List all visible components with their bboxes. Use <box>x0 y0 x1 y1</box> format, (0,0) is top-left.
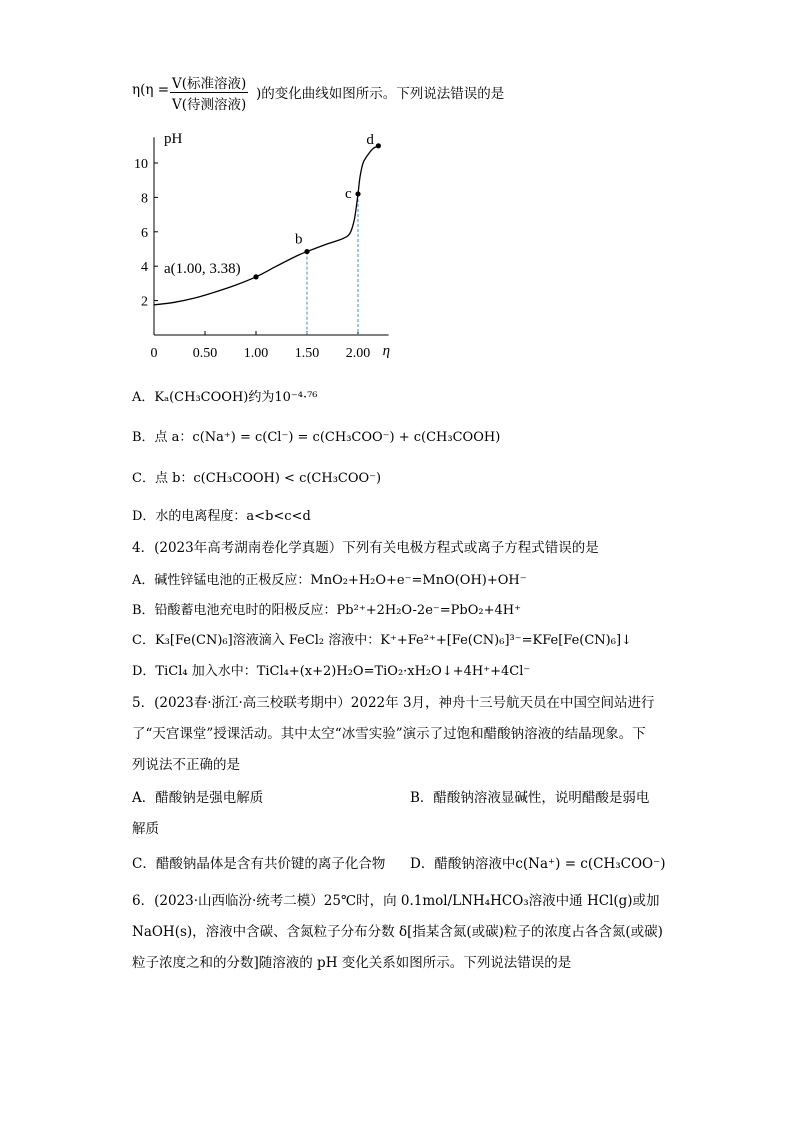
data-point <box>355 191 360 196</box>
q4-option-a: A．碱性锌锰电池的正极反应：MnO₂+H₂O+e⁻=MnO(OH)+OH⁻ <box>132 573 527 588</box>
q5-option-d: D．醋酸钠溶液中c(Na⁺) = c(CH₃COO⁻) <box>410 856 666 872</box>
x-axis-label: η <box>382 343 391 359</box>
q5-stem-line3: 列说法不正确的是 <box>132 757 240 773</box>
point-label: a(1.00, 3.38) <box>164 260 241 277</box>
x-tick-label: 0 <box>150 346 158 361</box>
data-point <box>253 274 258 279</box>
x-tick-label: 2.00 <box>345 346 371 361</box>
y-tick-label: 10 <box>134 157 148 172</box>
q6-line3: 粒子浓度之和的分数]随溶液的 pH 变化关系如图所示。下列说法错误的是 <box>132 955 572 971</box>
intro-suffix: )的变化曲线如图所示。下列说法错误的是 <box>256 86 505 102</box>
q5-option-c: C．醋酸钠晶体是含有共价键的离子化合物 <box>132 856 386 872</box>
point-label: b <box>295 231 303 248</box>
data-point <box>376 143 381 148</box>
q4-option-b: B．铅酸蓄电池充电时的阳极反应：Pb²⁺+2H₂O-2e⁻=PbO₂+4H⁺ <box>132 603 521 618</box>
point-label: d <box>366 131 374 148</box>
q6-line1: 6．(2023·山西临汾·统考二模）25℃时，向 0.1mol/LNH₄HCO₃溶液中通 HCl(g)或加 <box>132 893 660 909</box>
q5-option-a: A．醋酸钠是强电解质 <box>132 790 264 806</box>
y-axis-label: pH <box>164 131 183 148</box>
fraction-numerator: V(标准溶液) <box>170 72 248 93</box>
q5-option-b-cont: 解质 <box>132 821 159 837</box>
x-tick-label: 0.50 <box>192 346 218 361</box>
titration-chart <box>130 125 430 365</box>
q5-stem-line1: 5．(2023春·浙江·高三校联考期中）2022年 3月，神舟十三号航天员在中国空间站进行 <box>132 695 655 711</box>
intro-prefix: η(η = <box>132 82 170 98</box>
y-tick-label: 4 <box>141 260 148 276</box>
q3-option-c: C．点 b：c(CH₃COOH) < c(CH₃COO⁻) <box>132 471 382 486</box>
data-point <box>304 249 309 254</box>
titration-curve <box>154 146 378 305</box>
fraction-denominator: V(待测溶液) <box>172 97 247 113</box>
q4-option-d: D．TiCl₄ 加入水中：TiCl₄+(x+2)H₂O=TiO₂·xH₂O↓+4H⁺+4Cl⁻ <box>132 664 531 679</box>
x-tick-label: 1.00 <box>243 346 269 361</box>
x-tick-label: 1.50 <box>294 346 320 361</box>
q3-option-b: B．点 a：c(Na⁺) = c(Cl⁻) = c(CH₃COO⁻) + c(CH₃COOH) <box>132 430 501 445</box>
q5-stem-line2: 了“天宫课堂”授课活动。其中太空“冰雪实验”演示了过饱和醋酸钠溶液的结晶现象。下 <box>132 726 646 742</box>
y-tick-label: 2 <box>141 294 148 310</box>
q3-option-a: A．Kₐ(CH₃COOH)约为10⁻⁴·⁷⁶ <box>132 390 318 405</box>
q4-stem: 4．(2023年高考湖南卷化学真题）下列有关电极方程式或离子方程式错误的是 <box>132 540 599 556</box>
q5-option-b: B．醋酸钠溶液显碱性，说明醋酸是弱电 <box>410 790 650 806</box>
q3-option-d: D．水的电离程度：a<b<c<d <box>132 509 311 524</box>
point-label: c <box>345 185 352 202</box>
y-tick-label: 6 <box>141 225 148 241</box>
y-tick-label: 8 <box>141 191 148 207</box>
q4-option-c: C．K₃[Fe(CN)₆]溶液滴入 FeCl₂ 溶液中：K⁺+Fe²⁺+[Fe(CN)₆]³⁻=KFe[Fe(CN)₆]↓ <box>132 633 632 648</box>
eta-fraction <box>170 72 248 113</box>
q6-line2: NaOH(s)，溶液中含碳、含氮粒子分布分数 δ[指某含氮(或碳)粒子的浓度占各含氮(或碳) <box>132 924 663 940</box>
